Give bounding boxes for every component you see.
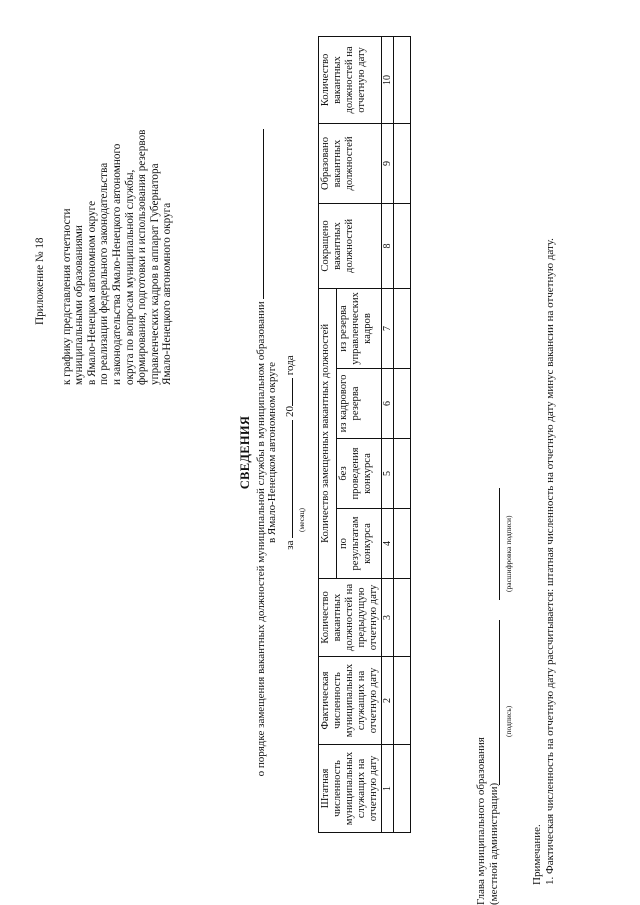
month-caption: (месяц): [297, 507, 306, 532]
data-cell[interactable]: [394, 36, 411, 123]
appendix-line: муниципальными образованиями: [73, 225, 86, 385]
col-number: 4: [382, 509, 394, 579]
col-number: 9: [382, 123, 394, 203]
table-header-row: [319, 36, 337, 832]
col-number: 1: [382, 745, 394, 833]
data-cell[interactable]: [394, 439, 411, 509]
report-table: [318, 36, 411, 833]
col-header-prev-vacancies: Количество вакантных должностей на предыдущую отчетную дату: [319, 579, 382, 657]
col-header-current-vacancies: Количество вакантных должностей на отчетную дату: [319, 36, 382, 123]
appendix-line: и законодательства Ямало-Ненецкого автономного: [110, 143, 123, 385]
col-number: 7: [382, 288, 394, 368]
col-header-reduced: Сокращено вакантных должностей: [319, 203, 382, 288]
period-suffix: года: [284, 355, 296, 376]
appendix-line: в Ямало-Ненецком автономном округе: [85, 200, 98, 385]
data-cell[interactable]: [394, 203, 411, 288]
col-number: 8: [382, 203, 394, 288]
col-header-by-contest: по результатам конкурса: [336, 509, 382, 579]
appendix-line: к графику представления отчетности: [60, 208, 73, 385]
year-field[interactable]: [282, 378, 293, 406]
period-prefix: за: [284, 540, 296, 550]
municipality-name-field[interactable]: [253, 129, 264, 299]
col-header-staff: Штатная численность муниципальных служащих на отчетную дату: [319, 745, 382, 833]
data-cell[interactable]: [394, 745, 411, 833]
head-label-line: Глава муниципального образования: [475, 737, 487, 905]
period-row: [282, 0, 296, 905]
data-cell[interactable]: [394, 657, 411, 745]
data-cell[interactable]: [394, 509, 411, 579]
col-header-actual: Фактическая численность муниципальных служащих на отчетную дату: [319, 657, 382, 745]
data-cell[interactable]: [394, 288, 411, 368]
col-header-without-contest: без проведения конкурса: [336, 439, 382, 509]
note-heading: Примечание.: [531, 824, 543, 885]
table-data-row: [394, 36, 411, 832]
col-number: 10: [382, 36, 394, 123]
appendix-line: округа по вопросам муниципальной службы,: [123, 169, 136, 385]
col-header-from-mgmt-reserve: из резерва управленческих кадров: [336, 288, 382, 368]
signature-decode-caption: (расшифровка подписи): [504, 515, 513, 592]
note-text: 1. Фактическая численность на отчетную дату рассчитывается: штатная численность на отчетную дату минус вакансии на отчетную дату.: [544, 238, 556, 885]
table-number-row: [382, 36, 394, 832]
data-cell[interactable]: [394, 579, 411, 657]
col-header-group-filled: Количество замещенных вакантных должностей: [319, 288, 337, 578]
appendix-title: Приложение № 18: [34, 237, 46, 325]
document-title: СВЕДЕНИЯ: [238, 415, 252, 490]
col-number: 6: [382, 369, 394, 439]
col-header-created: Образовано вакантных должностей: [319, 123, 382, 203]
period-mid: 20: [284, 405, 296, 417]
appendix-block: [34, 5, 174, 385]
col-number: 2: [382, 657, 394, 745]
document-subtitle: [253, 0, 267, 905]
col-number: 3: [382, 579, 394, 657]
month-field[interactable]: [282, 420, 293, 538]
signature-line[interactable]: [498, 620, 500, 785]
signature-decode-line[interactable]: [498, 488, 500, 600]
data-cell[interactable]: [394, 123, 411, 203]
appendix-line: формирования, подготовки и использования резервов: [136, 129, 149, 385]
head-label-line: (местной администрации): [488, 782, 500, 905]
appendix-line: Ямало-Ненецкого автономного округа: [161, 202, 174, 385]
subtitle-text: о порядке замещения вакантных должностей муниципальной службы в муниципальном образовании: [255, 301, 267, 777]
appendix-line: управленческих кадров в аппарат Губернатора: [148, 163, 161, 385]
data-cell[interactable]: [394, 369, 411, 439]
appendix-line: по реализации федерального законодательства: [98, 162, 111, 385]
document-subtitle-region: в Ямало-Ненецком автономном округе: [266, 362, 278, 544]
col-header-from-reserve: из кадрового резерва: [336, 369, 382, 439]
col-number: 5: [382, 439, 394, 509]
signature-caption: (подпись): [504, 705, 513, 737]
